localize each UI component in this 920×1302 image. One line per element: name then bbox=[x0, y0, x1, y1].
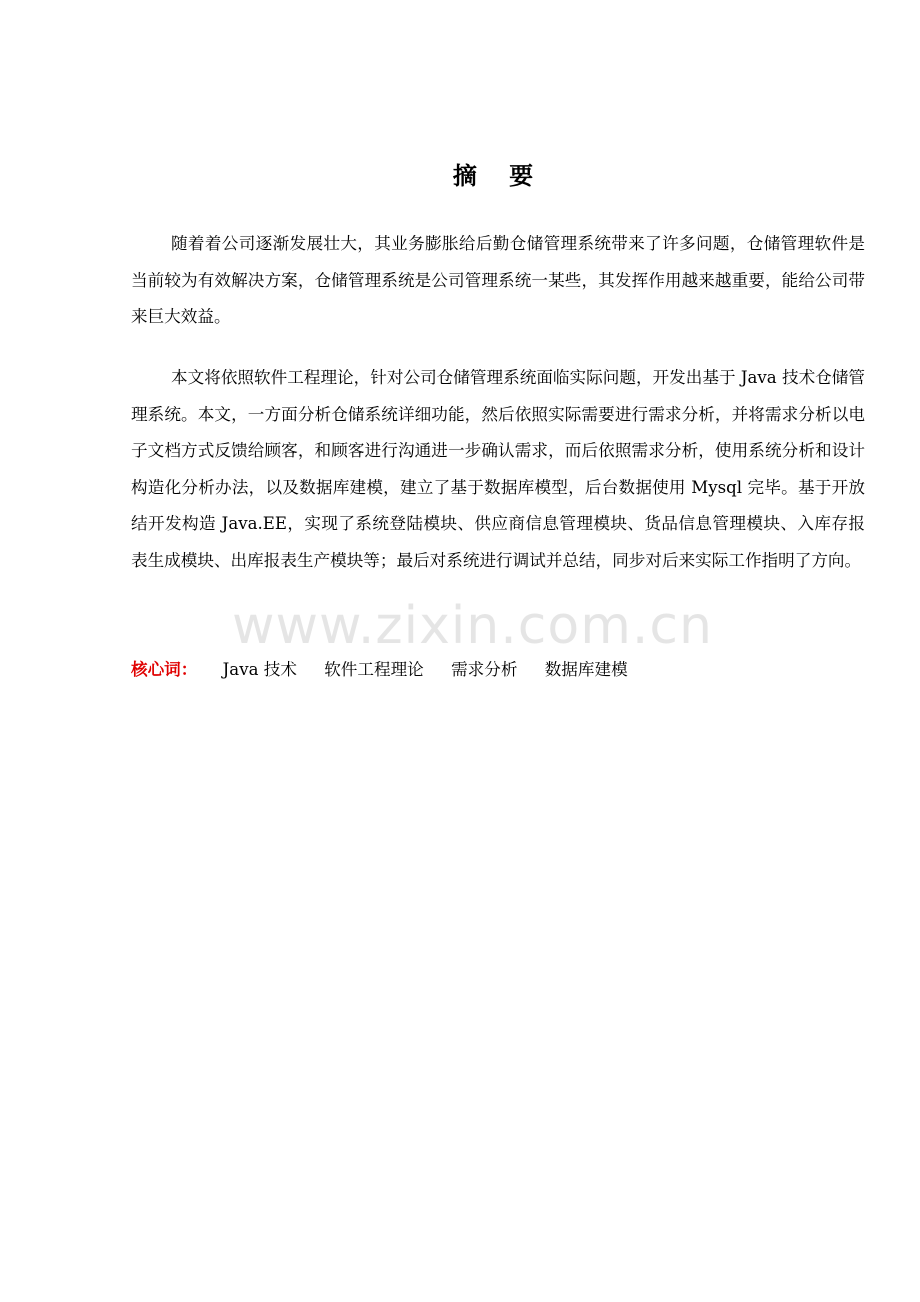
keyword-item: 软件工程理论 bbox=[324, 660, 424, 679]
abstract-title: 摘 要 bbox=[452, 162, 546, 190]
abstract-paragraph-1: 随着着公司逐渐发展壮大，其业务膨胀给后勤仓储管理系统带来了许多问题，仓储管理软件是当前较为有效解决方案，仓储管理系统是公司管理系统一某些，其发挥作用越来越重要，能给公司带来巨大效益。 bbox=[131, 234, 865, 326]
watermark: www.zixin.com.cn bbox=[232, 596, 713, 656]
keyword-item: Java 技术 bbox=[222, 660, 297, 679]
keywords-line bbox=[131, 652, 650, 688]
keywords-label: 核心词： bbox=[131, 660, 198, 679]
keyword-item: 需求分析 bbox=[451, 660, 518, 679]
abstract-paragraph-2: 本文将依照软件工程理论，针对公司仓储管理系统面临实际问题，开发出基于 Java 技术仓储管理系统。本文，一方面分析仓储系统详细功能，然后依照实际需要进行需求分析，并将需求分析以电子文档方式反馈给顾客，和顾客进行沟通进一步确认需求，而后依照需求分析，使用系统分析和设计构造化分析办法，以及数据库建模，建立了基于数据库模型，后台数据使用 Mysql 完毕。基于开放结开发构造 Java.EE，实现了系统登陆模块、供应商信息管理模块、货品信息管理模块、入库存报表生成模块、出库报表生产模块等；最后对系统进行调试并总结，同步对后来实际工作指明了方向。 bbox=[131, 368, 865, 570]
keyword-item: 数据库建模 bbox=[544, 660, 628, 679]
